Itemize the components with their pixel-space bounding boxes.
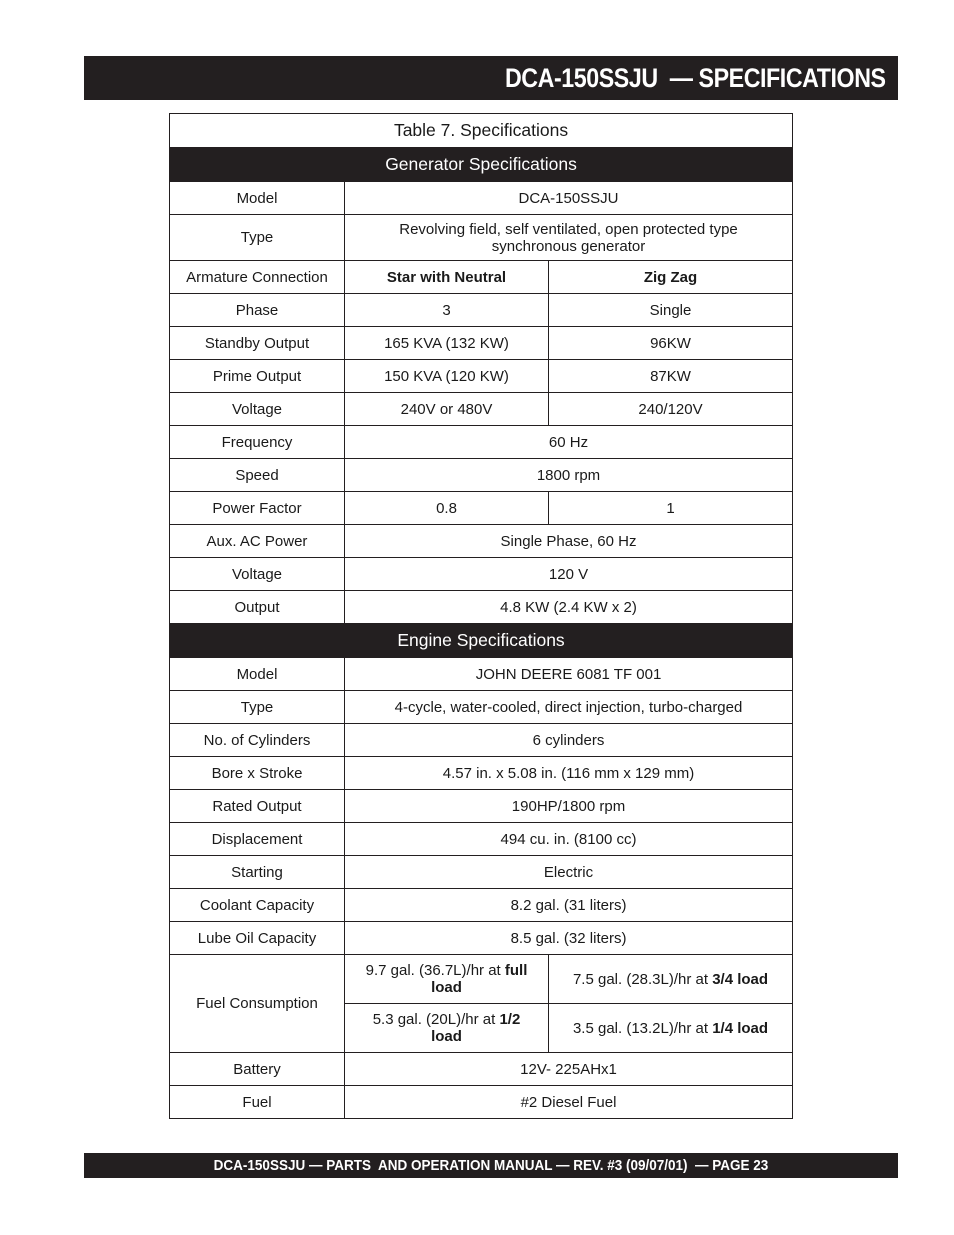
row-label: Model <box>170 658 345 691</box>
fuel-quarter-load <box>549 1004 793 1053</box>
row-value: 4.8 KW (2.4 KW x 2) <box>345 591 793 624</box>
row-value: 6 cylinders <box>345 724 793 757</box>
table-row <box>170 525 793 558</box>
row-label: Bore x Stroke <box>170 757 345 790</box>
row-label: Battery <box>170 1053 345 1086</box>
row-value: 8.2 gal. (31 liters) <box>345 889 793 922</box>
load-level: full load <box>431 962 528 996</box>
row-label: Fuel Consumption <box>170 955 345 1053</box>
star-value: 165 KVA (132 KW) <box>345 327 549 360</box>
row-label: Phase <box>170 294 345 327</box>
row-value: 60 Hz <box>345 426 793 459</box>
row-label: Model <box>170 182 345 215</box>
row-label: No. of Cylinders <box>170 724 345 757</box>
row-label: Rated Output <box>170 790 345 823</box>
row-value: 120 V <box>345 558 793 591</box>
fuel-half-load <box>345 1004 549 1053</box>
table-row <box>170 591 793 624</box>
row-label: Frequency <box>170 426 345 459</box>
star-value: 150 KVA (120 KW) <box>345 360 549 393</box>
table-row <box>170 658 793 691</box>
row-label: Voltage <box>170 393 345 426</box>
table-row <box>170 856 793 889</box>
star-value: 240V or 480V <box>345 393 549 426</box>
row-value: Single Phase, 60 Hz <box>345 525 793 558</box>
table-row <box>170 459 793 492</box>
row-value: Electric <box>345 856 793 889</box>
table-row <box>170 889 793 922</box>
generator-section-header: Generator Specifications <box>170 148 793 182</box>
table-row <box>170 393 793 426</box>
row-value: 4-cycle, water-cooled, direct injection, turbo-charged <box>345 691 793 724</box>
row-label: Aux. AC Power <box>170 525 345 558</box>
row-label: Type <box>170 691 345 724</box>
page-header <box>84 56 898 100</box>
fuel-rate: 3.5 gal. (13.2L)/hr at <box>572 1019 713 1037</box>
table-caption: Table 7. Specifications <box>170 114 793 148</box>
row-label: Power Factor <box>170 492 345 525</box>
footer-text: DCA-150SSJU — PARTS AND OPERATION MANUAL — REV. #3 (09/07/01) — PAGE 23 <box>213 1157 769 1174</box>
star-column-header: Star with Neutral <box>345 261 549 294</box>
table-row <box>170 955 793 1004</box>
table-row <box>170 691 793 724</box>
page-footer <box>84 1153 898 1178</box>
table-row <box>170 724 793 757</box>
row-label: Output <box>170 591 345 624</box>
zigzag-value: 240/120V <box>549 393 793 426</box>
row-label: Lube Oil Capacity <box>170 922 345 955</box>
fuel-rate: 7.5 gal. (28.3L)/hr at <box>572 970 713 988</box>
fuel-full-load <box>345 955 549 1004</box>
zigzag-value: Single <box>549 294 793 327</box>
row-label: Speed <box>170 459 345 492</box>
star-value: 3 <box>345 294 549 327</box>
page-title: DCA-150SSJU — SPECIFICATIONS <box>505 63 886 93</box>
row-label: Prime Output <box>170 360 345 393</box>
table-row <box>170 558 793 591</box>
table-row <box>170 327 793 360</box>
table-row <box>170 922 793 955</box>
fuel-three-quarter-load <box>549 955 793 1004</box>
specifications-table <box>169 113 793 1119</box>
row-label: Fuel <box>170 1086 345 1119</box>
star-value: 0.8 <box>345 492 549 525</box>
table-row <box>170 757 793 790</box>
row-value: JOHN DEERE 6081 TF 001 <box>345 658 793 691</box>
zigzag-value: 96KW <box>549 327 793 360</box>
row-label: Starting <box>170 856 345 889</box>
load-level: 1/4 load <box>712 1019 769 1037</box>
row-label: Armature Connection <box>170 261 345 294</box>
zigzag-value: 1 <box>549 492 793 525</box>
row-value: Revolving field, self ventilated, open protected type synchronous generator <box>345 215 793 261</box>
zigzag-value: 87KW <box>549 360 793 393</box>
row-label: Voltage <box>170 558 345 591</box>
zigzag-column-header: Zig Zag <box>549 261 793 294</box>
row-value: #2 Diesel Fuel <box>345 1086 793 1119</box>
row-value: 8.5 gal. (32 liters) <box>345 922 793 955</box>
row-value: 4.57 in. x 5.08 in. (116 mm x 129 mm) <box>345 757 793 790</box>
row-value: DCA-150SSJU <box>345 182 793 215</box>
table-row <box>170 215 793 261</box>
table-row <box>170 1086 793 1119</box>
load-level: 3/4 load <box>712 970 769 988</box>
table-row <box>170 1053 793 1086</box>
fuel-rate: 9.7 gal. (36.7L)/hr at <box>365 962 505 979</box>
row-label: Displacement <box>170 823 345 856</box>
table-row <box>170 294 793 327</box>
table-row <box>170 790 793 823</box>
table-row <box>170 182 793 215</box>
engine-section-header: Engine Specifications <box>170 624 793 658</box>
row-label: Coolant Capacity <box>170 889 345 922</box>
table-row <box>170 360 793 393</box>
row-value: 494 cu. in. (8100 cc) <box>345 823 793 856</box>
row-value: 12V- 225AHx1 <box>345 1053 793 1086</box>
table-row <box>170 492 793 525</box>
fuel-rate: 5.3 gal. (20L)/hr at <box>372 1011 500 1028</box>
table-row <box>170 261 793 294</box>
row-label: Standby Output <box>170 327 345 360</box>
load-level: 1/2 load <box>431 1011 521 1045</box>
row-value: 1800 rpm <box>345 459 793 492</box>
table-row <box>170 426 793 459</box>
row-label: Type <box>170 215 345 261</box>
row-value: 190HP/1800 rpm <box>345 790 793 823</box>
table-row <box>170 823 793 856</box>
